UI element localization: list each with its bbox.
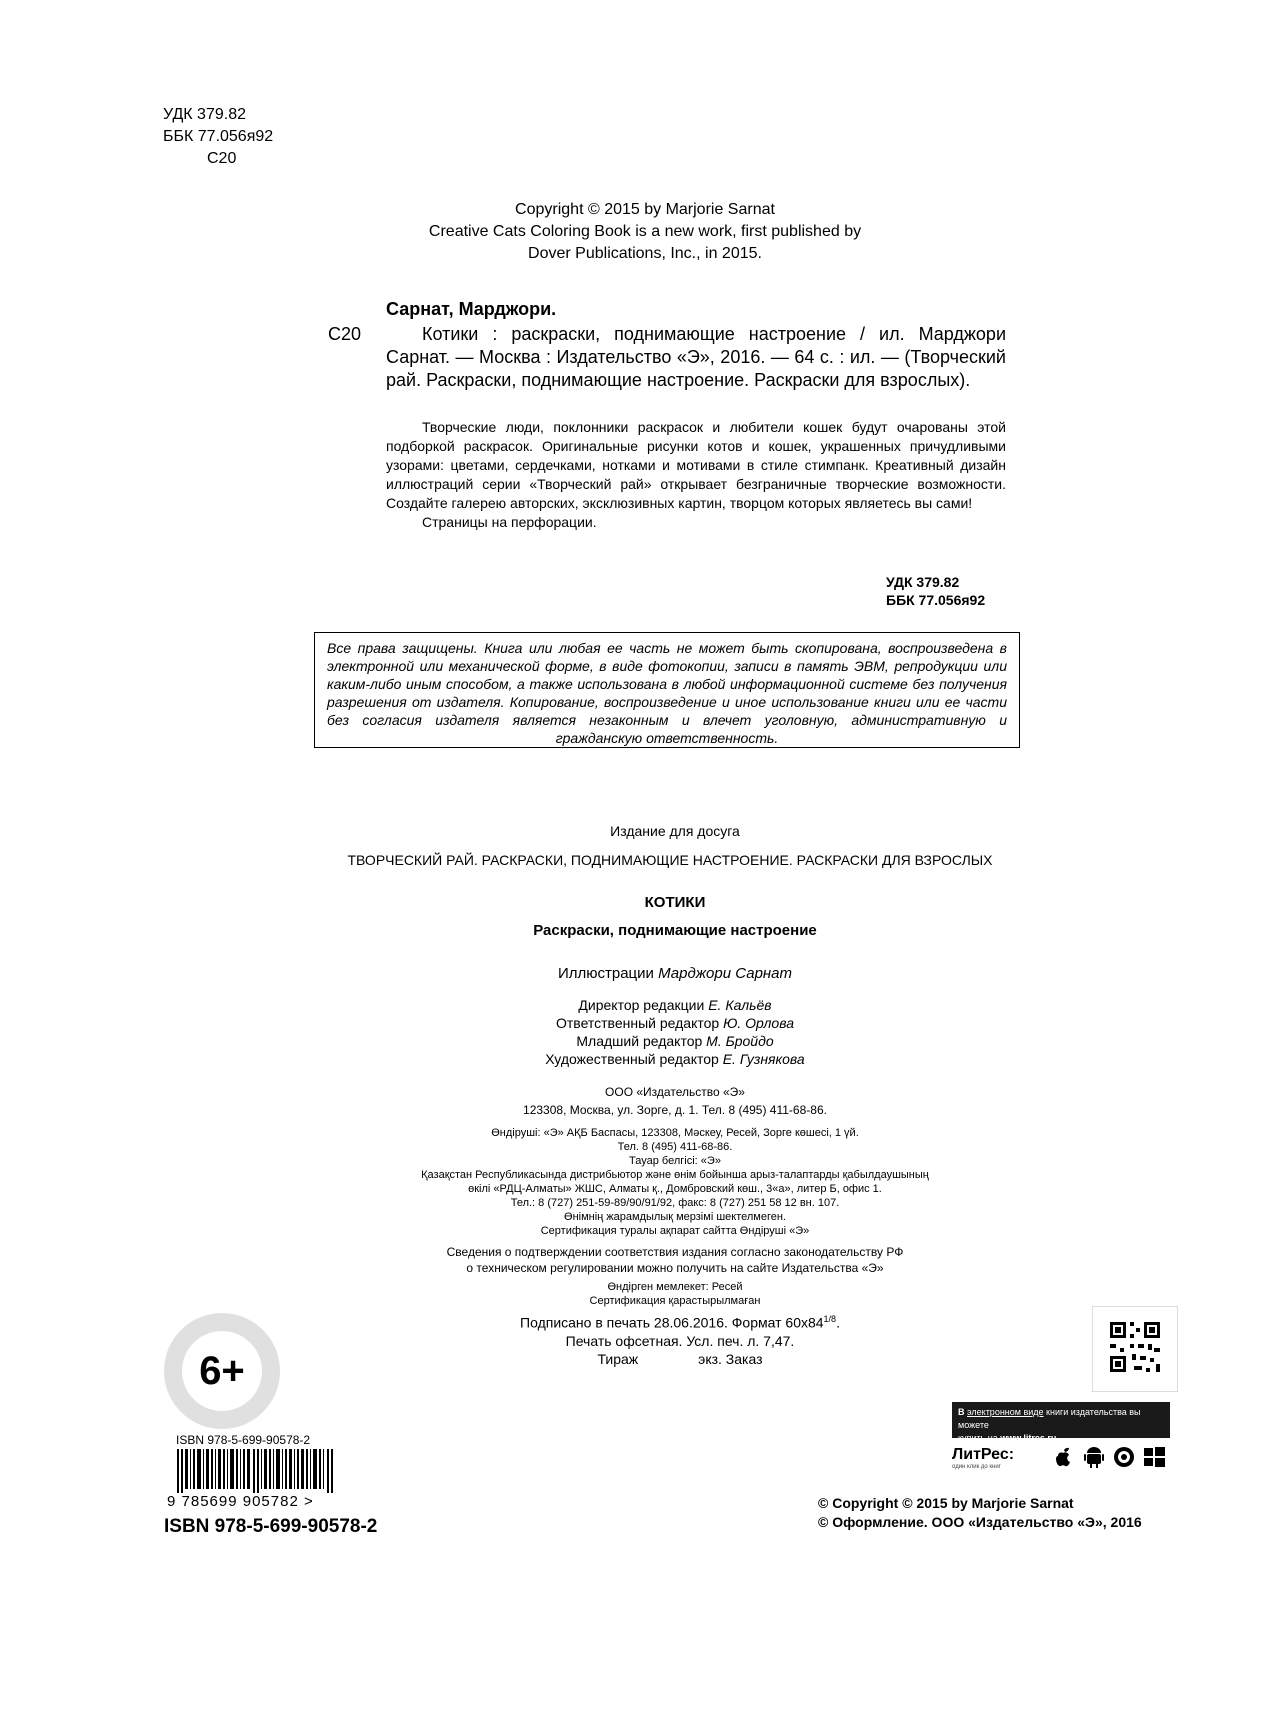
staff-name: Е. Гузнякова [722,1051,805,1067]
android-icon [1084,1447,1104,1468]
blackberry-icon [1114,1447,1134,1467]
print-run-label: Тираж [597,1350,639,1367]
litres-link[interactable]: www.litres.ru [1000,1433,1057,1443]
illustrations-credit [335,965,1015,982]
origin-info [335,1280,1015,1308]
litres-tagline: один клик до книг [952,1464,1001,1470]
staff-role: Художественный редактор [545,1051,719,1067]
ebook-banner-line1 [958,1406,1164,1432]
qr-code-icon [1092,1306,1178,1392]
kz-line: Өндіруші: «Э» АҚБ Баспасы, 123308, Мәскеу, Ресей, Зорге көшесі, 1 үй. [491,1127,859,1139]
annotation-perforation: Страницы на перфорации. [422,514,597,530]
biblio-entry: Котики : раскраски, поднимающие настроение / ил. Марджори Сарнат. — Москва : Издательство «Э», 2016. — 64 с. : ил. — (Творческий рай. Раскраски, поднимающие настроение. Раскраски для взрослых). [386,324,1006,390]
kz-line: өкілі «РДЦ-Алматы» ЖШС, Алматы қ., Домбровский көш., 3«а», литер Б, офис 1. [468,1183,882,1195]
annotation-text: Творческие люди, поклонники раскрасок и любители кошек будут очарованы этой подборкой раскрасок. Оригинальные рисунки котов и кошек, украшенных причудливыми узорами: цветами, сердечками, нотками и мотивами в стиле стимпанк. Креативный дизайн иллюстраций серии «Творческий рай» открывает безграничные творческие возможности. Создайте галерею авторских, эксклюзивных картин, творцом которых являетесь вы сами! [386,419,1006,511]
kz-line: Тауар белгісі: «Э» [629,1155,721,1167]
copyright-line: Creative Cats Coloring Book is a new work, first published by [428,223,862,240]
publisher-address: 123308, Москва, ул. Зорге, д. 1. Тел. 8 (495) 411-68-86. [523,1103,827,1117]
conformity-info [335,1244,1015,1276]
illustrator-name: Марджори Сарнат [658,965,793,982]
book-title: КОТИКИ [644,894,706,911]
biblio-record [386,298,1006,392]
copyright-line: © Оформление. ООО «Издательство «Э», 2016 [818,1514,1142,1530]
biblio-code: С20 [328,324,362,344]
format-fraction: 1/8 [823,1314,837,1324]
copyright-line: Dover Publications, Inc., in 2015. [528,245,762,262]
edition-type: Издание для досуга [610,823,740,839]
conformity-line: Сведения о подтверждении соответствия издания согласно законодательству РФ [446,1245,904,1259]
copyright-bottom [818,1494,1142,1532]
annotation [386,418,1006,532]
apple-icon [1056,1448,1070,1466]
editorial-staff [335,996,1015,1068]
kz-line: Сертификация туралы ақпарат сайтта Өндіруші «Э» [540,1225,810,1237]
print-signed [490,1310,870,1332]
staff-role: Директор редакции [578,997,705,1013]
litres-logo[interactable]: ЛитРес: [952,1446,1015,1463]
udk-block-top [163,104,273,170]
kz-line: Тел.: 8 (727) 251-59-89/90/91/92, факс: 8 (727) 251 58 12 вн. 107. [510,1197,840,1209]
isbn-small: ISBN 978-5-699-90578-2 [176,1433,311,1447]
windows-icon [1144,1447,1165,1467]
isbn-main: ISBN 978-5-699-90578-2 [164,1516,378,1537]
barcode-icon [177,1449,337,1493]
ebook-middle: книги издательства вы можете [958,1407,1141,1430]
copyright-line: Copyright © 2015 by Marjorie Sarnat [515,201,775,218]
illustrations-label: Иллюстрации [557,965,654,982]
rights-notice-text: Все права защищены. Книга или любая ее часть не может быть скопирована, воспроизведена в электронной или механической форме, в виде фотокопии, записи в память ЭВМ, репродукции или каким-либо иным способом, а также использована в любой информационной системе без получения разрешения от издателя. Копирование, воспроизведение и иное использование книги или ее части без согласия издателя является незаконным и влечет уголовную, административную и гражданскую ответственность. [327,640,1007,746]
staff-role: Младший редактор [576,1033,703,1049]
age-rating-value: 6+ [182,1331,262,1411]
print-order-label: экз. Заказ [698,1350,763,1367]
copyright-line: © Copyright © 2015 by Marjorie Sarnat [818,1495,1074,1511]
platform-icons [1054,1446,1174,1473]
staff-name: Ю. Орлова [723,1015,795,1031]
ebook-banner[interactable] [952,1402,1170,1443]
udk-code: УДК 379.82 [163,106,246,123]
staff-name: М. Бройдо [706,1033,774,1049]
age-rating-badge [164,1313,280,1429]
author-sign: С20 [207,150,237,167]
book-subtitle: Раскраски, поднимающие настроение [533,922,817,939]
print-run [490,1350,870,1368]
copyright-original [380,199,910,265]
bbk-code: ББК 77.056я92 [163,128,274,145]
staff-role: Ответственный редактор [555,1015,720,1031]
biblio-author: Сарнат, Марджори. [386,299,557,319]
ebook-banner-line2 [958,1432,1164,1445]
print-info [490,1310,870,1368]
staff-line [335,1014,1015,1032]
bbk-code: ББК 77.056я92 [886,592,986,608]
kz-line: Қазақстан Республикасында дистрибьютор және өнім бойынша арыз-талаптарды қабылдаушының [421,1169,929,1181]
ebook-prefix: В [958,1407,967,1417]
series-title: ТВОРЧЕСКИЙ РАЙ. РАСКРАСКИ, ПОДНИМАЮЩИЕ НАСТРОЕНИЕ. РАСКРАСКИ ДЛЯ ВЗРОСЛЫХ [347,852,993,868]
origin-line: Сертификация қарастырылмаған [589,1295,761,1307]
origin-line: Өндірген мемлекет: Ресей [607,1281,743,1293]
ebook-link[interactable]: электронном виде [967,1407,1044,1417]
rights-notice-box [314,632,1020,748]
print-signed-text: Подписано в печать 28.06.2016. Формат 60x84 [520,1314,824,1331]
kz-line: Өнімнің жарамдылық мерзімі шектелмеген. [564,1211,786,1223]
publisher-name: ООО «Издательство «Э» [605,1085,745,1099]
staff-line [335,996,1015,1014]
staff-line [335,1032,1015,1050]
staff-line [335,1050,1015,1068]
kz-line: Тел. 8 (495) 411-68-86. [617,1141,733,1153]
udk-code: УДК 379.82 [886,574,960,590]
publisher-block [335,1083,1015,1119]
print-signed-end: . [836,1314,840,1331]
ebook-line2-prefix: купить на [958,1433,1001,1443]
kz-producer-info [335,1126,1015,1238]
barcode-digits: 9 785699 905782 > [167,1493,314,1510]
staff-name: Е. Кальёв [708,997,772,1013]
conformity-line: о техническом регулировании можно получить на сайте Издательства «Э» [466,1261,884,1275]
print-type: Печать офсетная. Усл. печ. л. 7,47. [565,1332,795,1349]
udk-block-right [886,573,985,609]
